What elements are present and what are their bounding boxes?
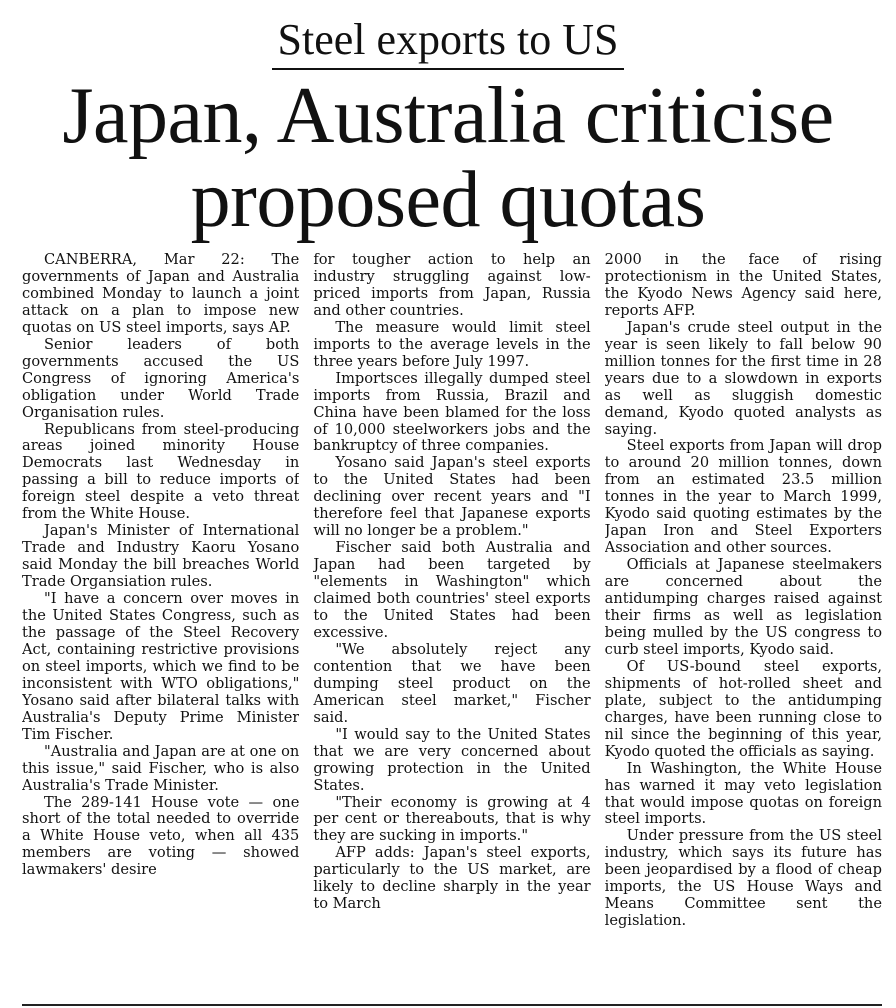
- paragraph: Japan's crude steel output in the year is seen likely to fall below 90 million tonnes for the first time in 28 years due to a slowdown in exports as well as sluggish domestic demand, Kyodo quoted analysts as saying.: [604, 318, 882, 438]
- paragraph: Under pressure from the US steel industry, which says its future has been jeopardised by a flood of cheap imports, the US House Ways and Means Committee sent the legislation.: [604, 827, 882, 930]
- article-headline: [0, 74, 896, 242]
- column-3: [605, 252, 882, 1002]
- paragraph: Senior leaders of both governments accused the US Congress of ignoring America's obligation under World Trade Organisation rules.: [22, 335, 300, 421]
- paragraph: "Their economy is growing at 4 per cent or thereabouts, that is why they are sucking in imports.": [313, 793, 591, 845]
- paragraph: Yosano said Japan's steel exports to the United States had been declining over recent years and "I therefore feel that Japanese exports will no longer be a problem.": [313, 454, 591, 540]
- kicker-wrap: [0, 14, 896, 70]
- paragraph: Steel exports from Japan will drop to around 20 million tonnes, down from an estimated 23.5 million tonnes in the year to March 1999, Kyodo said quoting estimates by the Japan Iron and Steel Exporters Association and other sources.: [604, 437, 882, 557]
- paragraph: AFP adds: Japan's steel exports, particularly to the US market, are likely to decline sharply in the year to March: [313, 844, 591, 913]
- paragraph: Importsces illegally dumped steel imports from Russia, Brazil and China have been blamed for the loss of 10,000 steelworkers jobs and the bankruptcy of three companies.: [313, 369, 591, 455]
- headline-line-2: proposed quotas: [190, 156, 706, 244]
- headline-line-1: Japan, Australia criticise: [62, 72, 834, 160]
- paragraph: Republicans from steel-producing areas joined minority House Democrats last Wednesday in passing a bill to reduce imports of foreign steel despite a veto threat from the White House.: [22, 420, 300, 523]
- column-1: [22, 252, 299, 1002]
- paragraph: "I have a concern over moves in the United States Congress, such as the passage of the Steel Recovery Act, containing restrictive provisions on steel imports, which we find to be inconsistent with WTO obligations," Yosano said after bilateral talks with Australia's Deputy Prime Minister Tim Fischer.: [22, 590, 300, 743]
- paragraph: CANBERRA, Mar 22: The governments of Japan and Australia combined Monday to launch a joint attack on a plan to impose new quotas on US steel imports, says AP.: [22, 252, 300, 336]
- paragraph: for tougher action to help an industry struggling against low-priced imports from Japan, Russia and other countries.: [313, 252, 591, 319]
- article-kicker: Steel exports to US: [272, 14, 625, 70]
- paragraph: 2000 in the face of rising protectionism in the United States, the Kyodo News Agency said here, reports AFP.: [604, 252, 882, 319]
- paragraph: The measure would limit steel imports to the average levels in the three years before July 1997.: [313, 318, 591, 370]
- paragraph: The 289-141 House vote — one short of the total needed to override a White House veto, when all 435 members are voting — showed lawmakers' desire: [22, 793, 300, 879]
- paragraph: Japan's Minister of International Trade and Industry Kaoru Yosano said Monday the bill breaches World Trade Organsiation rules.: [22, 522, 300, 591]
- paragraph: Fischer said both Australia and Japan had been targeted by "elements in Washington" which claimed both countries' steel exports to the United States had been excessive.: [313, 539, 591, 641]
- column-2: [313, 252, 590, 1002]
- paragraph: In Washington, the White House has warned it may veto legislation that would impose quotas on foreign steel imports.: [604, 759, 882, 828]
- paragraph: Of US-bound steel exports, shipments of hot-rolled sheet and plate, subject to the antidumping charges, have been running close to nil since the beginning of this year, Kyodo quoted the officials as saying.: [604, 657, 882, 760]
- paragraph: "Australia and Japan are at one on this issue," said Fischer, who is also Australia's Trade Minister.: [22, 742, 300, 794]
- article-body: [22, 252, 882, 1002]
- bottom-rule: [22, 1004, 882, 1006]
- paragraph: "I would say to the United States that we are very concerned about growing protection in the United States.: [313, 725, 591, 794]
- paragraph: Officials at Japanese steelmakers are concerned about the antidumping charges raised against their firms as well as legislation being mulled by the US congress to curb steel imports, Kyodo said.: [604, 556, 882, 658]
- paragraph: "We absolutely reject any contention that we have been dumping steel product on the American steel market," Fischer said.: [313, 640, 591, 726]
